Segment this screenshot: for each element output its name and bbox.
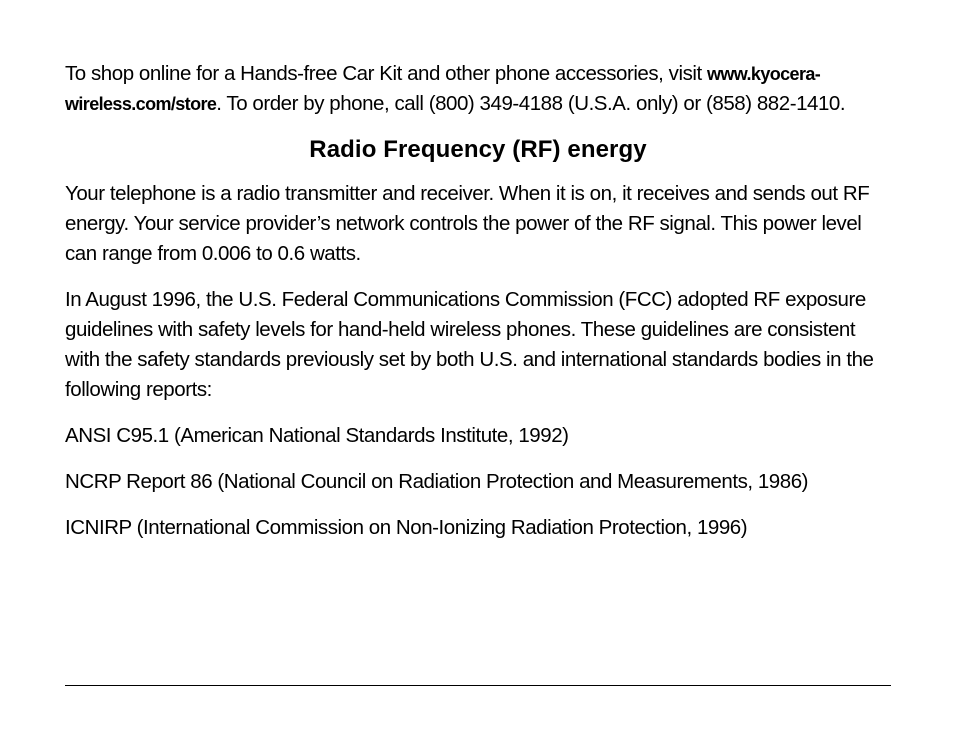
intro-text-before-url: To shop online for a Hands-free Car Kit and other phone accessories, visit [65,62,707,85]
rf-energy-paragraph: Your telephone is a radio transmitter and receiver. When it is on, it receives and sends out RF energy. Your service provider’s network controls the power of the RF signal. This power level can range from 0.006 to 0.6 watts. [65,182,870,265]
section-heading: Radio Frequency (RF) energy [309,136,647,163]
document-page [65,59,891,559]
report-ansi: ANSI C95.1 (American National Standards Institute, 1992) [65,424,569,447]
report-icnirp: ICNIRP (International Commission on Non-Ionizing Radiation Protection, 1996) [65,516,748,539]
fcc-guidelines-paragraph: In August 1996, the U.S. Federal Communications Commission (FCC) adopted RF exposure guidelines with safety levels for hand-held wireless phones. These guidelines are consistent with the safety standards previously set by both U.S. and international standards bodies in the following reports: [65,288,874,401]
intro-text-after-url: . To order by phone, call (800) 349-4188 (U.S.A. only) or (858) 882-1410. [216,92,846,115]
footer-divider [65,685,891,686]
report-ncrp: NCRP Report 86 (National Council on Radiation Protection and Measurements, 1986) [65,470,809,493]
intro-paragraph [65,59,891,119]
store-url: www.kyocera-wireless.com/store [65,64,821,114]
